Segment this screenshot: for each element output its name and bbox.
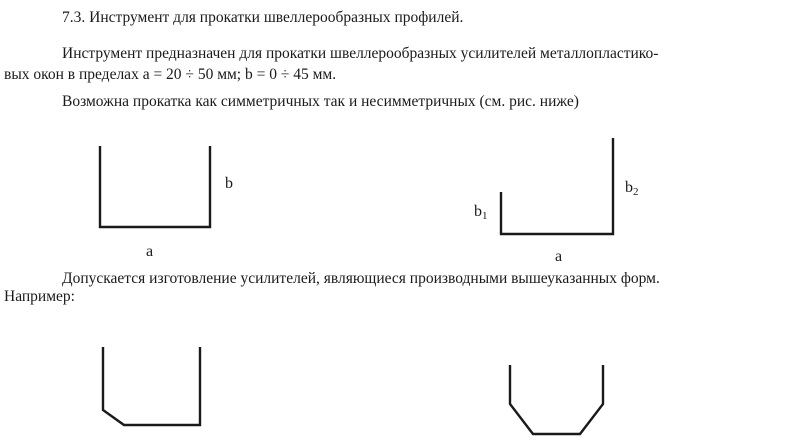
derived-line-1: Допускается изготовление усилителей, являющиеся производными вышеуказанных форм. [62, 270, 660, 287]
section-title: 7.3. Инструмент для прокатки швеллерообразных профилей. [62, 9, 464, 26]
derived-line-2: Например: [4, 288, 75, 305]
asymmetric-height-b1-label [474, 203, 488, 225]
b2-subscript: 2 [633, 186, 639, 198]
intro-line-3: Возможна прокатка как симметричных так и несимметричных (см. рис. ниже) [62, 93, 579, 110]
double-chamfered-channel-profile [510, 365, 603, 434]
b2-letter: b [625, 179, 633, 196]
symmetric-channel-profile [100, 146, 210, 227]
symmetric-width-label: a [146, 243, 154, 260]
asymmetric-width-label: a [555, 248, 563, 265]
symmetric-height-label: b [225, 175, 233, 192]
asymmetric-channel-profile [501, 138, 613, 234]
intro-line-1: Инструмент предназначен для прокатки швеллерообразных усилителей металлопластико- [62, 45, 659, 62]
b1-letter: b [474, 203, 482, 220]
chamfered-channel-profile [103, 347, 200, 425]
asymmetric-height-b2-label [625, 179, 639, 201]
intro-line-2: вых окон в пределах а = 20 ÷ 50 мм; b = 0 ÷ 45 мм. [4, 66, 337, 83]
b1-subscript: 1 [482, 210, 488, 222]
